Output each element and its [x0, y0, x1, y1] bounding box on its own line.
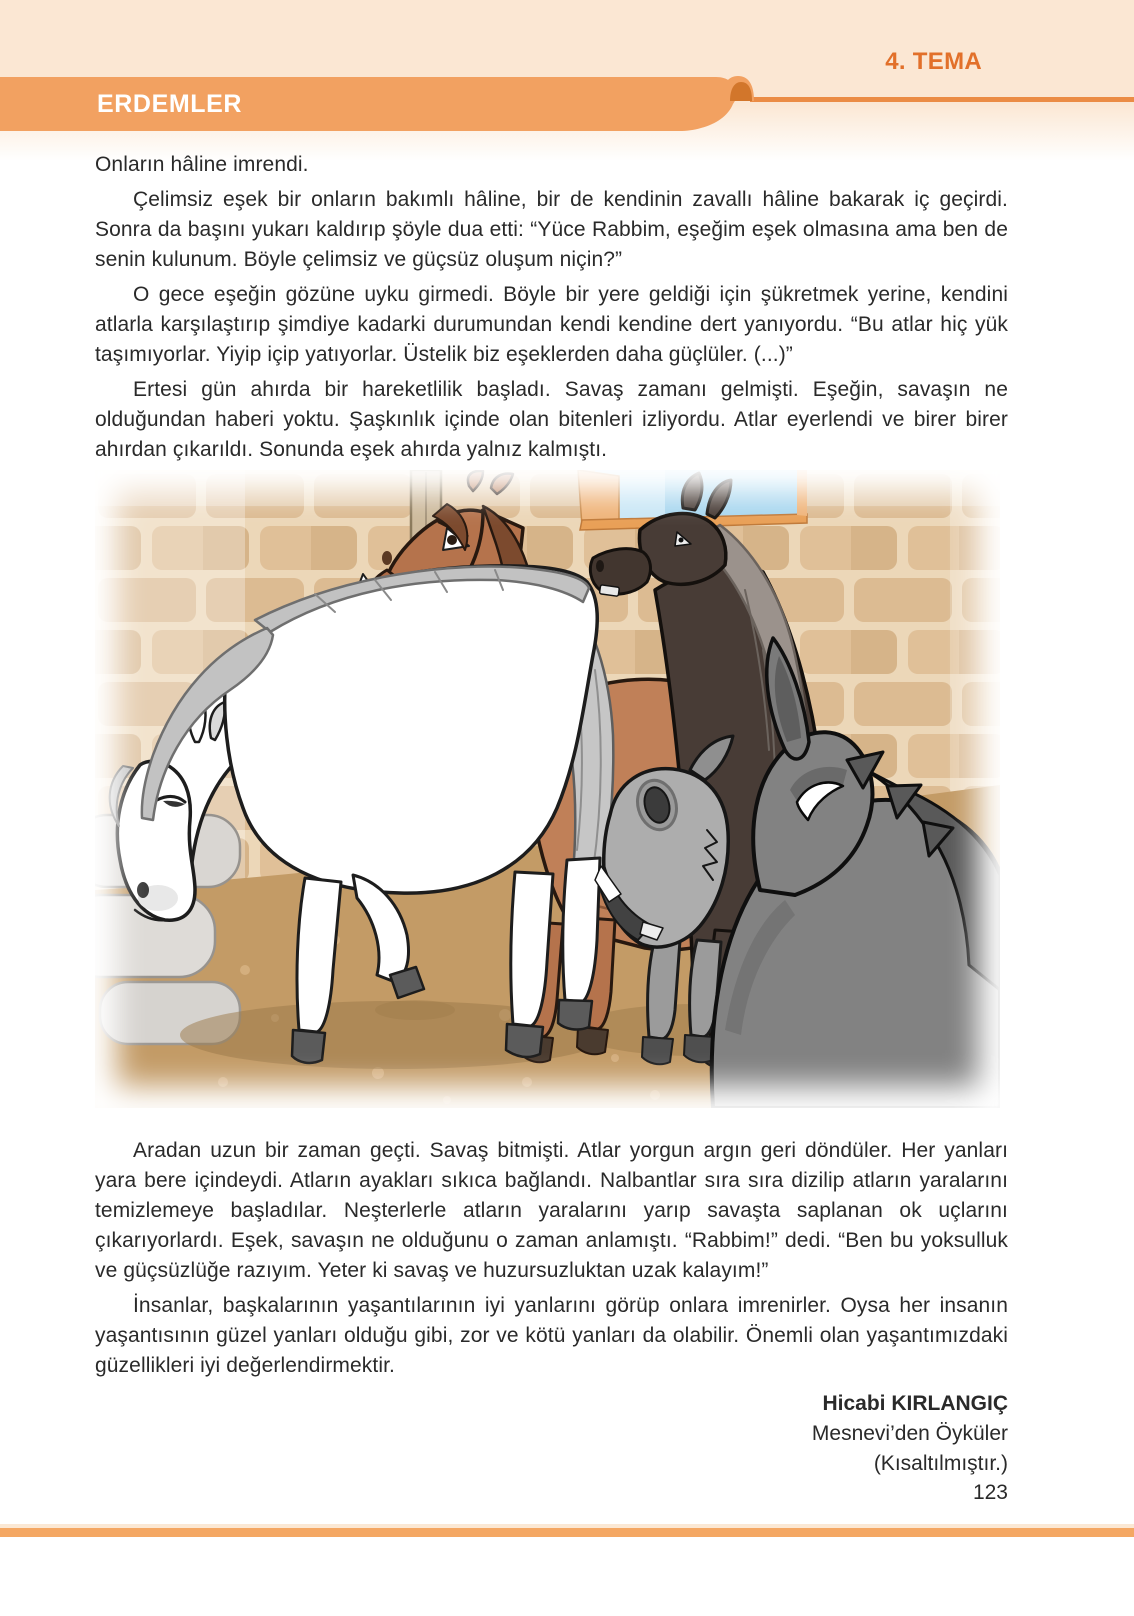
story-paragraph: Onların hâline imrendi.: [95, 153, 309, 176]
story-illustration: [95, 470, 1000, 1108]
tema-label: 4. TEMA: [885, 48, 982, 75]
story-paragraph: İnsanlar, başkalarının yaşantılarının iyi yanlarını görüp onlara imrenirler. Oysa her insanın yaşantısının güzel yanları olduğu gibi, zor ve kötü yanları da olabilir. Önemli olan yaşantımızdaki güzellikleri iyi değerlendirmektir.: [95, 1294, 1008, 1377]
section-title: ERDEMLER: [97, 90, 243, 118]
story-paragraph: Aradan uzun bir zaman geçti. Savaş bitmişti. Atlar yorgun argın geri döndüler. Her yanları yara bere içindeydi. Atların ayakları sıkıca bağlandı. Nalbantlar sıra sıra dizilip atların yaralarını temizlemeye başladılar. Neşterlerle atların yaralarını yarıp savaşta saplanan ok uçlarını çıkarıyorlardı. Eşek, savaşın ne olduğunu o zaman anlamıştı. “Rabbim!” dedi. “Ben bu yoksulluk ve güçsüzlüğe razıyım. Yeter ki savaş ve huzursuzluktan uzak kalayım!”: [95, 1139, 1008, 1282]
attribution-source: Mesnevi’den Öyküler: [811, 1422, 1008, 1445]
attribution-note: (Kısaltılmıştır.): [873, 1452, 1008, 1475]
stable-scene: [95, 470, 1000, 1108]
header-rule: [750, 97, 1134, 102]
story-paragraph: Çelimsiz eşek bir onların bakımlı hâline, bir de kendinin zavallı hâline bakarak iç geçirdi. Sonra da başını yukarı kaldırıp şöyle dua etti: “Yüce Rabbim, eşeğim eşek olmasına ama ben de senin kulunum. Böyle çelimsiz ve güçsüz oluşum niçin?”: [95, 188, 1008, 271]
story-paragraph: O gece eşeğin gözüne uyku girmedi. Böyle bir yere geldiği için şükretmek yerine, kendini atlarla karşılaştırıp şimdiye kadarki durumundan kendi kendine dert yanıyordu. “Bu atlar hiç yük taşımıyorlar. Yiyip içip yatıyorlar. Üstelik biz eşeklerden daha güçlüler. (...)”: [95, 283, 1008, 366]
page-number: 123: [972, 1481, 1008, 1504]
story-paragraph: Ertesi gün ahırda bir hareketlilik başladı. Savaş zamanı gelmişti. Eşeğin, savaşın ne olduğundan haberi yoktu. Şaşkınlık içinde olan bitenleri izliyordu. Atlar eyerlendi ve birer birer ahırdan çıkarıldı. Sonunda eşek ahırda yalnız kalmıştı.: [95, 378, 1008, 461]
attribution-author: Hicabi KIRLANGIÇ: [822, 1392, 1008, 1415]
footer-bar: [0, 1528, 1134, 1537]
attribution-block: [95, 1389, 1008, 1479]
story-text: [95, 150, 1008, 1507]
